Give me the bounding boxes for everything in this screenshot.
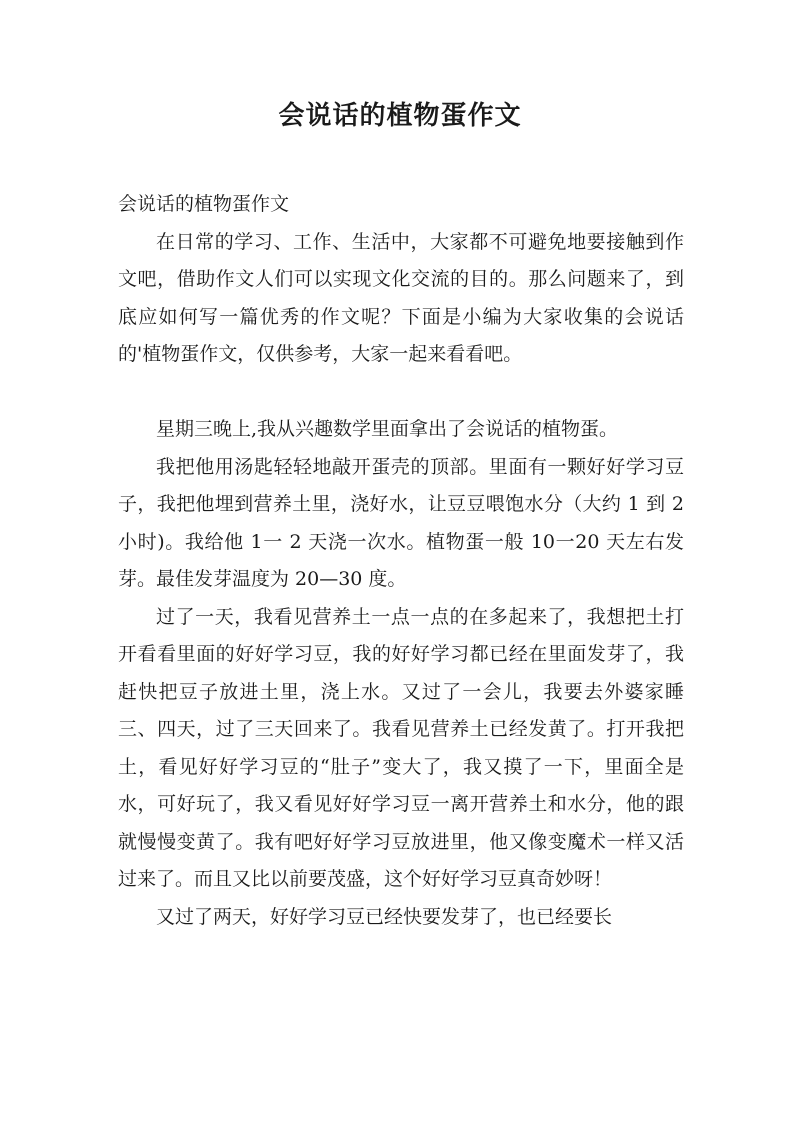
document-body [118, 186, 684, 936]
paragraph: 星期三晚上,我从兴趣数学里面拿出了会说话的植物蛋。 [156, 418, 619, 440]
paragraph-intro: 在日常的学习、工作、生活中，大家都不可避免地要接触到作文吧，借助作文人们可以实现文化交流的目的。那么问题来了，到底应如何写一篇优秀的作文呢？下面是小编为大家收集的会说话的'植物蛋作文，仅供参考，大家一起来看看吧。 [118, 230, 684, 365]
paragraph-spacer [118, 374, 684, 412]
paragraph: 过了一天，我看见营养土一点一点的在多起来了，我想把土打开看看里面的好好学习豆，我的好好学习都已经在里面发芽了，我赶快把豆子放进土里，浇上水。又过了一会儿，我要去外婆家睡三、四天，过了三天回来了。我看见营养土已经发黄了。打开我把土，看见好好学习豆的“肚子”变大了，我又摸了一下，里面全是水，可好玩了，我又看见好好学习豆一离开营养土和水分，他的跟就慢慢变黄了。我有吧好好学习豆放进里，他又像变魔术一样又活过来了。而且又比以前要茂盛，这个好好学习豆真奇妙呀！ [118, 605, 684, 890]
paragraph: 我把他用汤匙轻轻地敲开蛋壳的顶部。里面有一颗好好学习豆子，我把他埋到营养土里，浇好水，让豆豆喂饱水分（大约 1 到 2 小时)。我给他 1一 2 天浇一次水。植物蛋一般 10一20 天左右发芽。最佳发芽温度为 20—30 度。 [118, 455, 684, 590]
paragraph-subtitle: 会说话的植物蛋作文 [118, 193, 290, 215]
document-title: 会说话的植物蛋作文 [278, 101, 522, 131]
paragraph: 又过了两天，好好学习豆已经快要发芽了，也已经要长 [156, 905, 613, 928]
